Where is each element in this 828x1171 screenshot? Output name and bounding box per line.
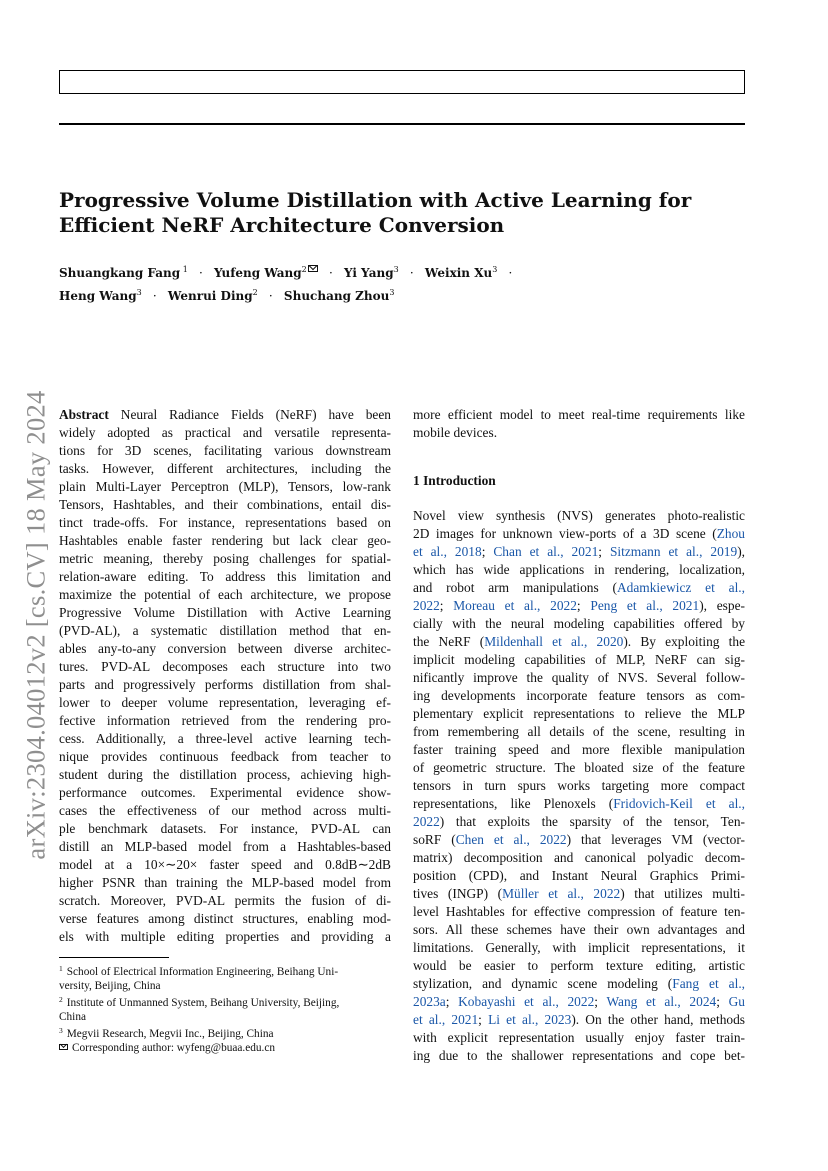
header-rule [59,123,745,125]
abstract-line: Hashtables enable faster rendering but lack clear geo- [59,533,391,548]
citation-link[interactable]: et al., 2018 [413,544,482,559]
body-line: Novel view synthesis (NVS) generates photo-realistic [413,508,745,523]
citation-link[interactable]: 2022 [413,598,440,613]
citation-link[interactable]: Peng et al., 2021 [590,598,700,613]
body-line: with explicit representation usually enjoy faster train- [413,1030,745,1045]
body-line: level Hashtables for effective compression of feature ten- [413,904,745,919]
body-line: tensors in turn spurs works targeting more compact [413,778,745,793]
title-line: Efficient NeRF Architecture Conversion [59,213,505,237]
citation-link[interactable]: Sitzmann et al., 2019 [609,544,738,559]
body-line: mobile devices. [413,425,498,440]
abstract-line: tions for 3D scenes, facilitating various downstream [59,443,391,458]
abstract-line: (PVD-AL), a systematic distillation method that en- [59,623,391,638]
footnote-line: $^2$ Institute of Unmanned System, Beihang University, Beijing, [59,995,340,1009]
body-line: and robot arm manipulations (Adamkiewicz et al., [413,580,745,595]
footnote-line: Corresponding author: wyfeng@buaa.edu.cn [59,1041,391,1055]
footnote-line: China [59,1011,86,1023]
abstract-line: higher PSNR than training the MLP-based model from [59,875,391,890]
introduction-body [413,507,745,1065]
affiliation-mark: 3 [492,265,498,274]
abstract-line: plain Multi-Layer Perceptron (MLP), Tensors, low-rank [59,479,391,494]
citation-link[interactable]: et al., 2021 [413,1012,479,1027]
abstract-line: parts and progressively performs distillation from shal- [59,677,391,692]
citation-link[interactable]: Wang et al., 2024 [606,994,717,1009]
citation-link[interactable]: Moreau et al., 2022 [453,598,577,613]
author-separator: · [328,266,333,280]
affiliation-mark: 3 [393,265,399,274]
author-line-2 [59,283,519,306]
citation-link[interactable]: Chen et al., 2022 [455,832,567,847]
body-line: which has wide applications in rendering, localization, [413,562,745,577]
affiliation-mark: 2 [252,288,258,297]
body-line: tives (INGP) (Müller et al., 2022) that utilizes multi- [413,886,745,901]
abstract-line: scratch. Moreover, PVD-AL permits the fusion of di- [59,893,391,908]
body-line: of geometric structure. The bloated size of the feature [413,760,745,775]
body-line: sors. All these schemes have their own advantages and [413,922,745,937]
abstract-line: model at a 10×∼20× faster speed and 0.8dB∼2dB [59,857,391,872]
abstract-line: cess. Additionally, a three-level active learning tech- [59,731,391,746]
abstract-line: relation-aware editing. To address this limitation and [59,569,391,584]
abstract-line: tasks. However, different architectures, including the [59,461,391,476]
footnote-rule [59,957,169,958]
body-line: 2D images for unknown view-ports of a 3D scene (Zhou [413,526,745,541]
affiliation-mark: 3 [389,288,395,297]
abstract-line: tures. PVD-AL decomposes each structure into two [59,659,391,674]
author-name: Yi Yang [343,266,394,280]
body-line: cially with the neural modeling capabilities offered by [413,616,745,631]
citation-link[interactable]: Mildenhall et al., 2020 [484,634,624,649]
body-line: representations, like Plenoxels (Fridovich-Keil et al., [413,796,745,811]
mail-icon [59,1044,68,1050]
body-line: implicit modeling capabilities of MLP, NeRF can sig- [413,652,745,667]
body-line: would be easier to perform texture editing, artistic [413,958,745,973]
body-line: matrix) decomposition and canonical polyadic decom- [413,850,745,865]
section-heading: 1 Introduction [413,473,496,488]
author-separator: · [508,266,513,280]
abstract-heading: Abstract [59,407,109,422]
author-name: Weixin Xu [424,266,493,280]
footnotes [59,962,391,1055]
body-line: from remembering all details of the scene, resulting in [413,724,745,739]
abstract-line: ple benchmark datasets. For instance, PVD-AL can [59,821,391,836]
body-line: et al., 2018; Chan et al., 2021; Sitzmann et al., 2019), [413,544,745,559]
abstract-line: metric meaning, thereby posing challenges for spatial- [59,551,391,566]
body-line: 2022; Moreau et al., 2022; Peng et al., 2021), espe- [413,598,745,613]
abstract-line: fective information retrieved from the rendering pro- [59,713,391,728]
mail-icon [308,265,318,272]
body-line: faster training speed and more flexible manipulation [413,742,745,757]
body-line: limitations. Generally, with implicit representations, it [413,940,745,955]
author-name: Yufeng Wang [214,266,302,280]
abstract-line: widely adopted as practical and versatile representa- [59,425,391,440]
affiliation-mark: 2 [301,265,307,274]
citation-link[interactable]: 2022 [413,814,440,829]
citation-link[interactable]: 2023a [413,994,446,1009]
citation-link[interactable]: Li et al., 2023 [488,1012,572,1027]
abstract-line: lower to deeper volume representation, leveraging ef- [59,695,391,710]
abstract-line: nique provides continuous feedback from teacher to [59,749,391,764]
affiliation-mark: 1 [182,265,188,274]
body-line: plementary explicit representations to relieve the MLP [413,706,745,721]
arxiv-identifier[interactable]: arXiv:2304.04012v2 [cs.CV] 18 May 2024 [20,390,51,860]
citation-link[interactable]: Gu [728,994,745,1009]
citation-link[interactable]: Zhou [716,526,745,541]
author-name: Heng Wang [59,289,137,303]
citation-link[interactable]: Adamkiewicz et al., [616,580,745,595]
abstract-line: Tensors, Hashtables, and their combinations, entail dis- [59,497,391,512]
footnote-mark: 3 [59,1026,63,1035]
body-line: the NeRF (Mildenhall et al., 2020). By exploiting the [413,634,746,649]
author-name: Wenrui Ding [167,289,253,303]
right-column [413,406,745,1065]
footnote-line: versity, Beijing, China [59,980,161,992]
abstract [59,406,391,946]
footnote-mark: 2 [59,995,63,1004]
author-name: Shuchang Zhou [283,289,390,303]
abstract-line: student during the distillation process, achieving high- [59,767,391,782]
body-line: et al., 2021; Li et al., 2023). On the other hand, methods [413,1012,746,1027]
author-line-1 [59,260,519,283]
body-line: ing due to the shallower representations and cope bet- [413,1048,745,1063]
body-line: 2023a; Kobayashi et al., 2022; Wang et al., 2024; Gu [413,994,745,1009]
abstract-line: verse features among distinct structures, enabling mod- [59,911,391,926]
abstract-line: Progressive Volume Distillation with Active Learning [59,605,391,620]
author-separator: · [152,289,157,303]
body-line: stylization, and dynamic scene modeling (Fang et al., [413,976,746,991]
body-line: 2022) that exploits the sparsity of the tensor, Ten- [413,814,745,829]
author-separator: · [409,266,414,280]
citation-link[interactable]: Fridovich-Keil et al., [613,796,745,811]
body-line: nificantly improve the quality of NVS. Several follow- [413,670,745,685]
abstract-line: els with multiple editing properties and providing a [59,929,391,944]
running-header-box [59,70,745,94]
citation-link[interactable]: Fang et al., [672,976,746,991]
footnote-line: $^1$ School of Electrical Information Engineering, Beihang Uni- [59,964,339,978]
author-separator: · [268,289,273,303]
abstract-line: distill an MLP-based model from a Hashtables-based [59,839,391,854]
paper-title [59,188,759,238]
footnote-line: $^3$ Megvii Research, Megvii Inc., Beijing, China [59,1026,274,1040]
body-line: more efficient model to meet real-time requirements like [413,407,745,422]
abstract-line: Abstract Neural Radiance Fields (NeRF) have been [59,407,391,422]
body-line: position (CPD), and Instant Neural Graphics Primi- [413,868,745,883]
abstract-line: cases the effectiveness of our method across multi- [59,803,391,818]
abstract-line: tinct trade-offs. For instance, representations based on [59,515,391,530]
body-line: soRF (Chen et al., 2022) that leverages VM (vector- [413,832,745,847]
title-line: Progressive Volume Distillation with Active Learning for [59,188,692,212]
affiliation-mark: 3 [136,288,142,297]
citation-link[interactable]: Kobayashi et al., 2022 [458,994,595,1009]
author-list [59,260,519,306]
author-name: Shuangkang Fang [59,266,181,280]
body-line: ing developments incorporate feature tensors as com- [413,688,745,703]
citation-link[interactable]: Chan et al., 2021 [493,544,599,559]
abstract-line: ables any-to-any conversion between diverse architec- [59,641,391,656]
abstract-line: maximize the potential of each architecture, we propose [59,587,391,602]
author-separator: · [198,266,203,280]
footnote-mark: 1 [59,964,63,973]
citation-link[interactable]: Müller et al., 2022 [502,886,621,901]
abstract-line: performance outcomes. Experimental evidence show- [59,785,391,800]
